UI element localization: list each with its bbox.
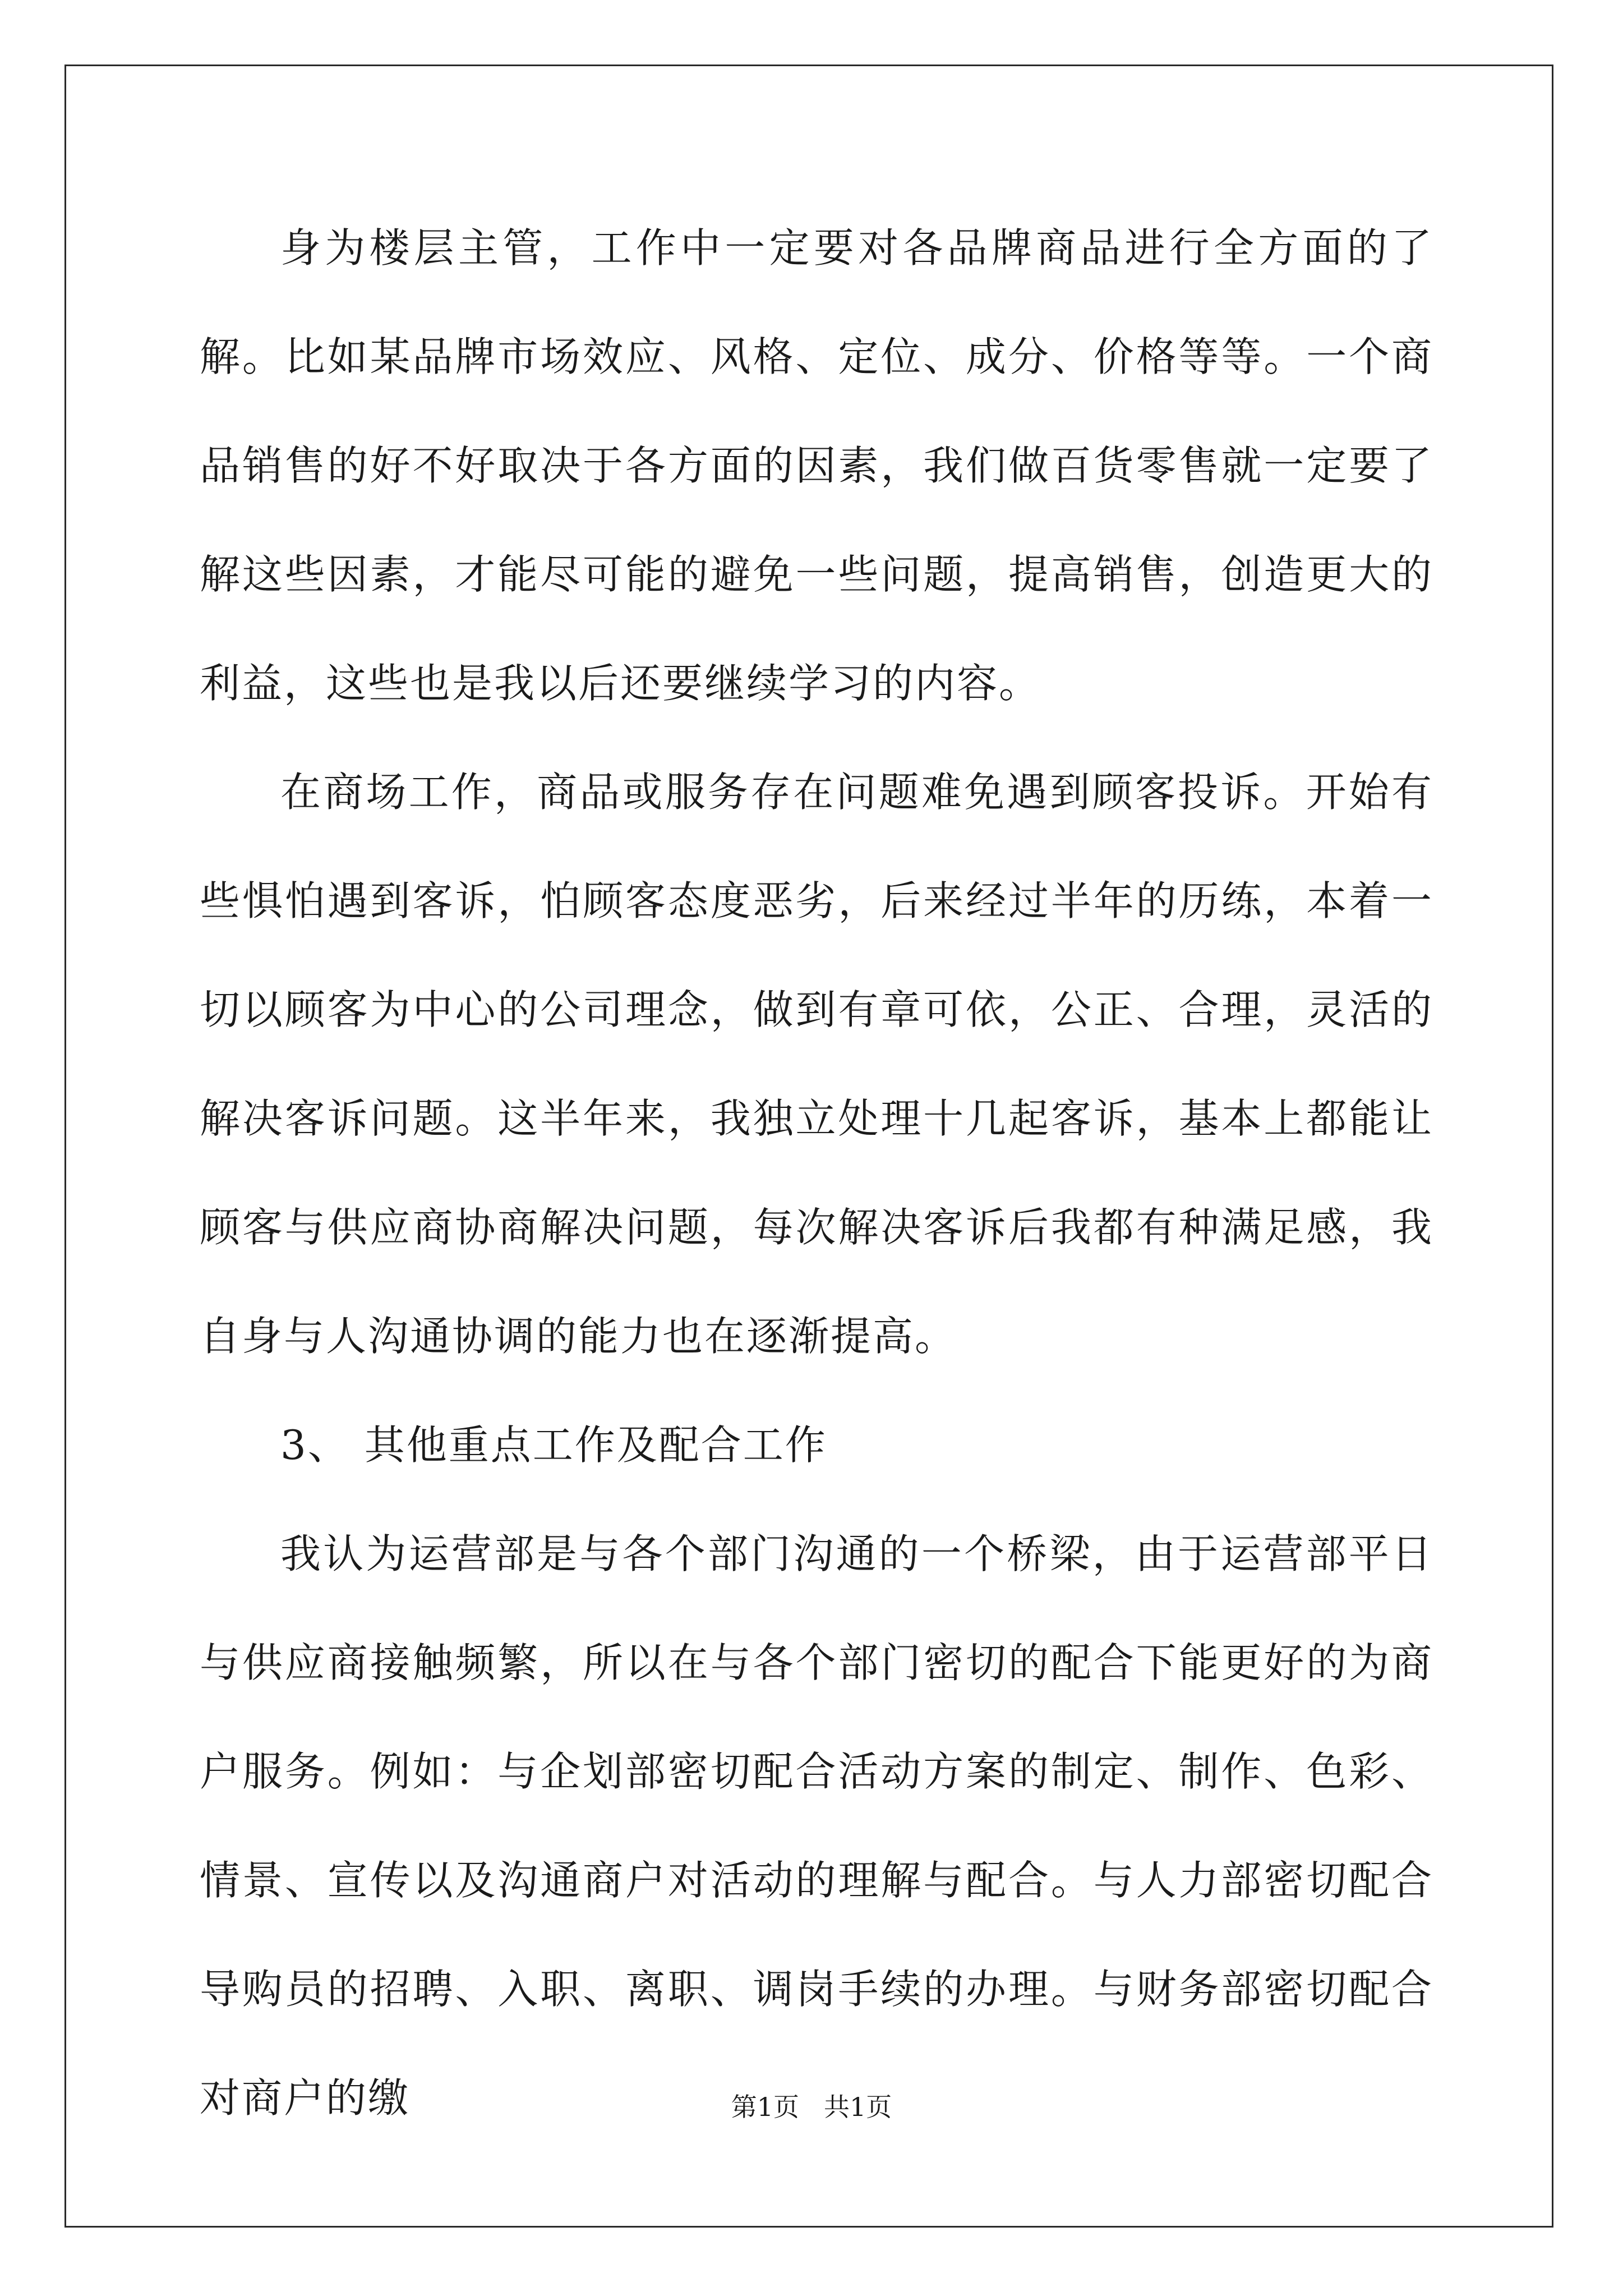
document-body — [200, 194, 1433, 2152]
page-footer — [0, 2087, 1623, 2124]
section-heading: 3、 其他重点工作及配合工作 — [280, 1421, 827, 1469]
paragraph-product-knowledge: 身为楼层主管，工作中一定要对各品牌商品进行全方面的了解。比如某品牌市场效应、风格、定位、成分、价格等等。一个商品销售的好不好取决于各方面的因素，我们做百货零售就一定要了解这些因素，才能尽可能的避免一些问题，提高销售，创造更大的利益，这些也是我以后还要继续学习的内容。 — [200, 224, 1433, 707]
paragraph-department-cooperation: 我认为运营部是与各个部门沟通的一个桥梁，由于运营部平日与供应商接触频繁，所以在与各个部门密切的配合下能更好的为商户服务。例如：与企划部密切配合活动方案的制定、制作、色彩、情景、宣传以及沟通商户对活动的理解与配合。与人力部密切配合导购员的招聘、入职、离职、调岗手续的办理。与财务部密切配合对商户的缴 — [200, 1530, 1433, 2122]
page-total: 共1页 — [823, 2092, 892, 2122]
paragraph-customer-complaints: 在商场工作，商品或服务存在问题难免遇到顾客投诉。开始有些惧怕遇到客诉，怕顾客态度恶劣，后来经过半年的历练，本着一切以顾客为中心的公司理念，做到有章可依，公正、合理，灵活的解决客诉问题。这半年来，我独立处理十几起客诉，基本上都能让顾客与供应商协商解决问题，每次解决客诉后我都有种满足感，我自身与人沟通协调的能力也在逐渐提高。 — [200, 769, 1433, 1360]
page-number: 第1页 — [731, 2092, 800, 2122]
